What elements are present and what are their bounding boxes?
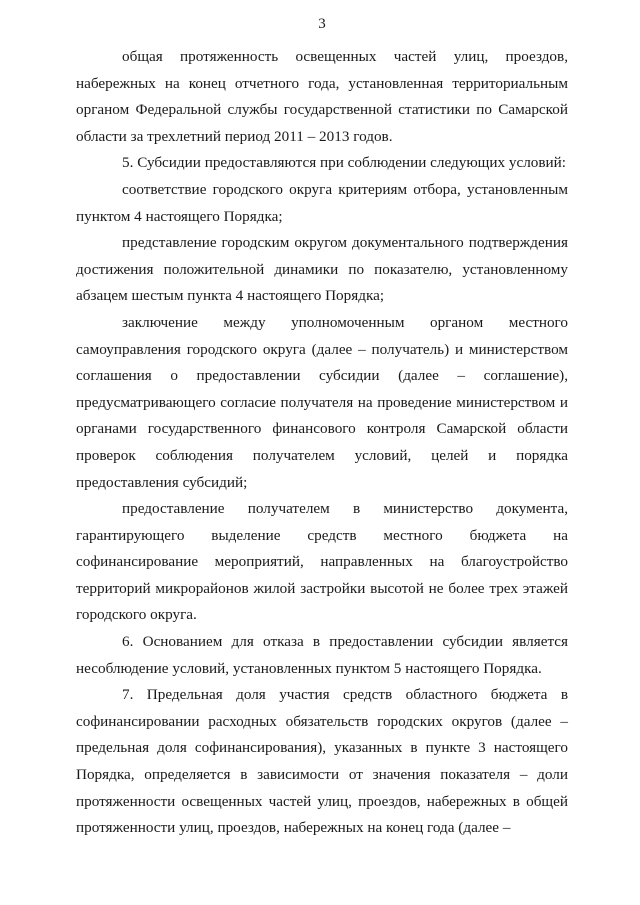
- page-number: 3: [318, 16, 326, 32]
- paragraph-condition-criteria: соответствие городского округа критериям отбора, установленным пунктом 4 настоящего Порядка;: [76, 180, 568, 225]
- paragraph-item-6: 6. Основанием для отказа в предоставлении субсидии является несоблюдение условий, установленных пунктом 5 настоящего Порядка.: [76, 633, 568, 677]
- paragraph-condition-agreement: заключение между уполномоченным органом местного самоуправления городского округа (далее – получатель) и министерством соглашения о предоставлении субсидии (далее – соглашение), предусматривающего согласие получателя на проведение министерством и органами государственного финансового контроля Самарской области проверок соблюдения получателем условий, целей и порядка предоставления субсидий;: [76, 313, 568, 491]
- paragraph-item-5: 5. Субсидии предоставляются при соблюдении следующих условий:: [122, 154, 567, 172]
- paragraph-lighting-length: общая протяженность освещенных частей улиц, проездов, набережных на конец отчетного года, установленная территориальным органом Федеральной службы государственной статистики по Самарской области за трехлетний период 2011 – 2013 годов.: [76, 48, 568, 145]
- paragraph-condition-documentation: представление городским округом документального подтверждения достижения положительной динамики по показателю, установленному абзацем шестым пункта 4 настоящего Порядка;: [76, 234, 568, 305]
- paragraph-item-7: 7. Предельная доля участия средств областного бюджета в софинансировании расходных обязательств городских округов (далее – предельная доля софинансирования), указанных в пункте 3 настоящего Порядка, определяется в зависимости от значения показателя – доли протяженности освещенных частей улиц, проездов, набережных в общей протяженности улиц, проездов, набережных на конец года (далее –: [76, 686, 568, 837]
- paragraph-condition-local-budget: предоставление получателем в министерство документа, гарантирующего выделение средств местного бюджета на софинансирование мероприятий, направленных на благоустройство территорий микрорайонов жилой застройки высотой не более трех этажей городского округа.: [76, 500, 568, 624]
